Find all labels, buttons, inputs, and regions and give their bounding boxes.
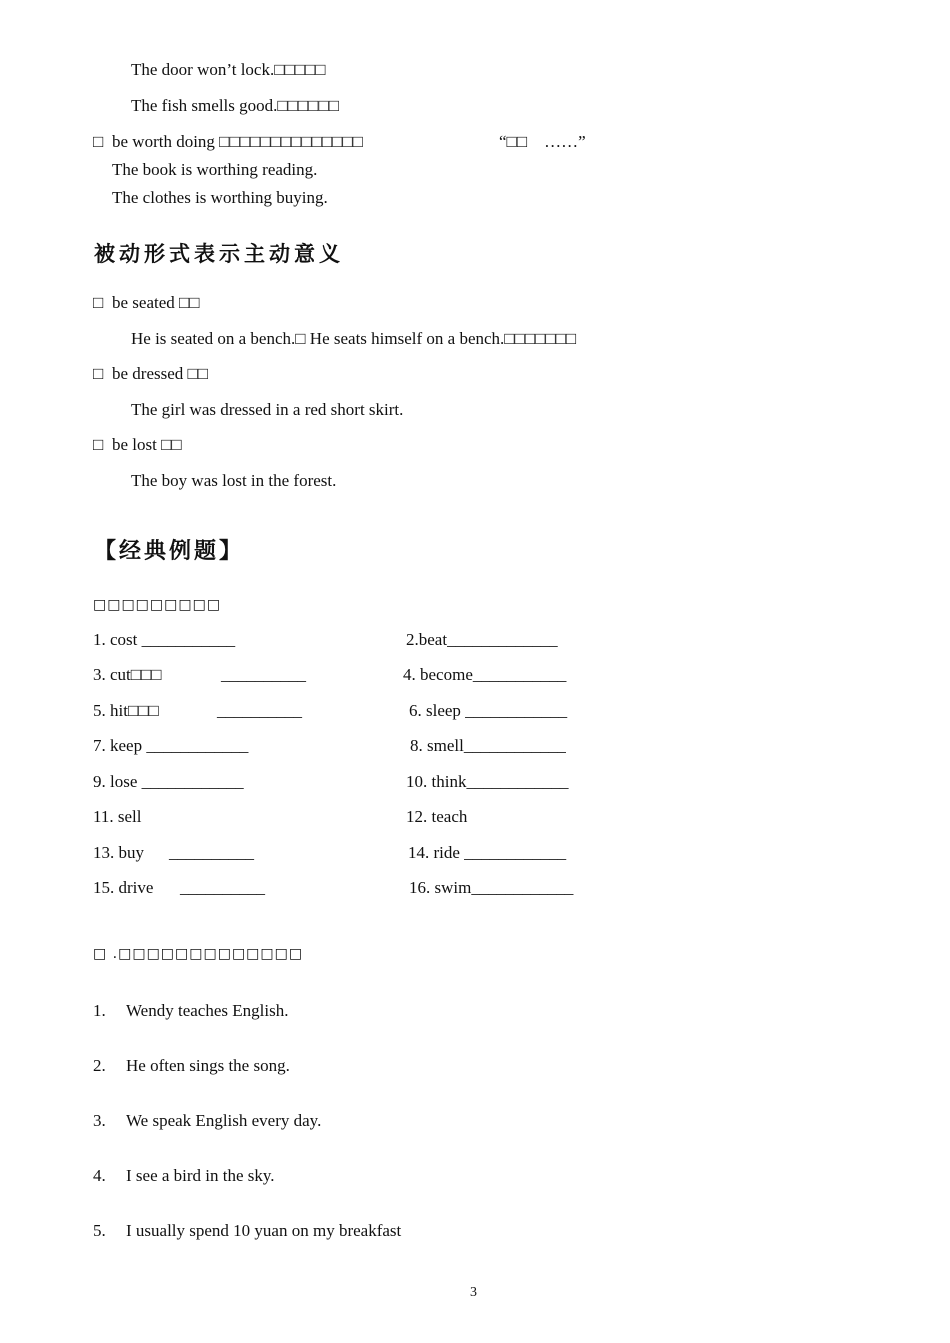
answer-blank: __________ [221, 665, 306, 684]
sentence-number: 4. [93, 1166, 106, 1185]
verb-item: 11. sell [93, 807, 142, 826]
example-fish-smells: The fish smells good.□□□□□□ [131, 96, 339, 115]
verb-item: 6. sleep ____________ [409, 701, 568, 720]
sentence-number: 1. [93, 1001, 106, 1020]
page-number: 3 [470, 1285, 477, 1300]
sentence-text: I usually spend 10 yuan on my breakfast [126, 1221, 402, 1240]
example-dressed: The girl was dressed in a red short skirt. [131, 400, 404, 419]
term-be-dressed: be dressed □□ [112, 364, 209, 383]
verb-item: 4. become___________ [403, 665, 567, 684]
verb-item: 8. smell____________ [410, 736, 566, 755]
worth-example-clothes: The clothes is worthing buying. [112, 188, 328, 207]
sentence-text: We speak English every day. [126, 1111, 322, 1130]
example-seated: He is seated on a bench.□ He seats himself on a bench.□□□□□□□ [131, 329, 577, 348]
bullet: □ [93, 364, 104, 383]
verb-item: 9. lose ____________ [93, 772, 244, 791]
verb-item: 1. cost ___________ [93, 630, 236, 649]
verb-item: 2.beat_____________ [406, 630, 558, 649]
exercise2-instruction: □ .□□□□□□□□□□□□□ [93, 946, 304, 962]
sentence-number: 3. [93, 1111, 106, 1130]
sentence-text: Wendy teaches English. [126, 1001, 289, 1020]
term-be-lost: be lost □□ [112, 435, 182, 454]
sentence-number: 5. [93, 1221, 106, 1240]
verb-item: 13. buy [93, 843, 144, 862]
verb-item: 10. think____________ [406, 772, 569, 791]
verb-item: 15. drive [93, 878, 154, 897]
answer-blank: __________ [180, 878, 265, 897]
section-heading-passive-active: 被动形式表示主动意义 [94, 241, 344, 266]
section-heading-classic-examples: 【经典例题】 [94, 538, 245, 564]
sentence-text: He often sings the song. [126, 1056, 290, 1075]
bullet: □ [93, 132, 104, 151]
verb-item: 7. keep ____________ [93, 736, 249, 755]
worth-doing-rule: be worth doing □□□□□□□□□□□□□□ [112, 132, 363, 151]
worth-doing-quote: “□□ ……” [499, 132, 586, 151]
sentence-number: 2. [93, 1056, 106, 1075]
example-lost: The boy was lost in the forest. [131, 471, 337, 490]
term-be-seated: be seated □□ [112, 293, 200, 312]
verb-item: 5. hit□□□ [93, 701, 159, 720]
bullet: □ [93, 435, 104, 454]
verb-item: 3. cut□□□ [93, 665, 162, 684]
answer-blank: __________ [169, 843, 254, 862]
sentence-text: I see a bird in the sky. [126, 1166, 275, 1185]
exercise1-instruction: □□□□□□□□□ [93, 597, 222, 613]
answer-blank: __________ [217, 701, 302, 720]
verb-item: 12. teach [406, 807, 468, 826]
worth-example-book: The book is worthing reading. [112, 160, 318, 179]
bullet: □ [93, 293, 104, 312]
verb-item: 16. swim____________ [409, 878, 574, 897]
example-door-lock: The door won’t lock.□□□□□ [131, 60, 326, 79]
verb-item: 14. ride ____________ [408, 843, 567, 862]
